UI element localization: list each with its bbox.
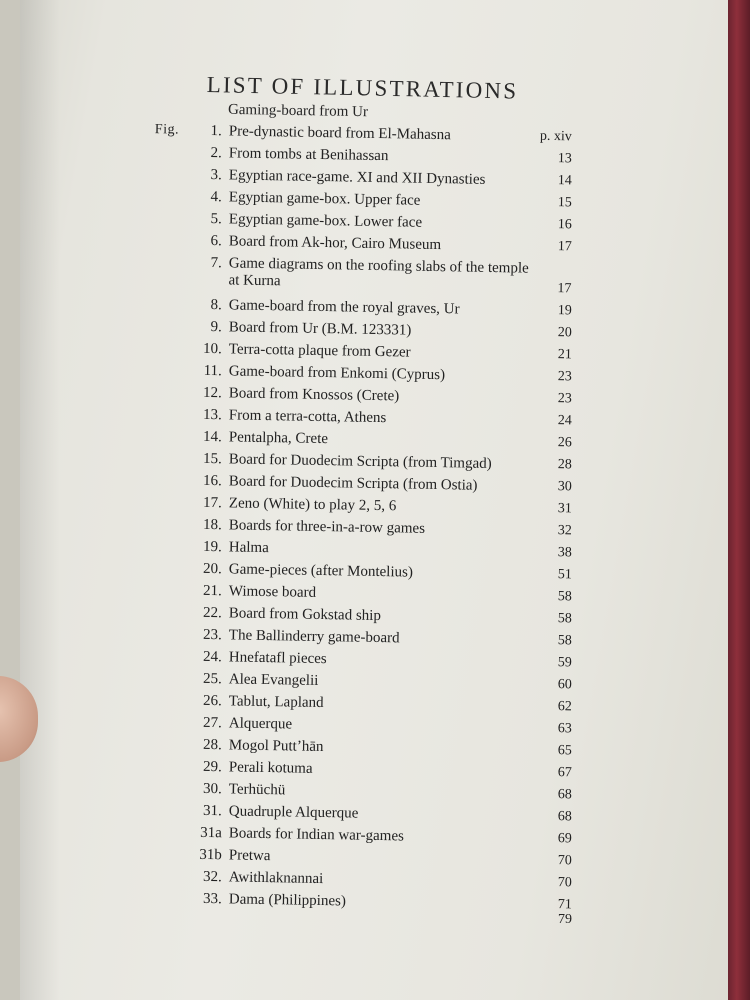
illustration-title: Game-board from Enkomi (Cyprus)	[228, 363, 446, 384]
illustration-title: Pre-dynastic board from El-Mahasna	[228, 123, 451, 144]
page-number: 31	[557, 501, 572, 517]
page-number: 26	[557, 435, 572, 451]
page-number: 63	[557, 721, 572, 737]
illustration-title: Boards for three-in-a-row games	[228, 517, 426, 537]
illustration-title: From tombs at Benihassan	[228, 145, 389, 165]
figure-number: 33.	[202, 890, 222, 908]
figure-number: 24.	[202, 648, 222, 666]
page-number: 23	[557, 391, 572, 407]
figure-number: 16.	[202, 472, 222, 490]
figure-number: 17.	[202, 494, 222, 512]
figure-number: 22.	[202, 604, 222, 622]
illustration-title: Alea Evangelii	[228, 671, 319, 689]
page-number: 13	[557, 151, 572, 167]
page-number: 59	[557, 655, 572, 671]
page-number: 58	[557, 611, 572, 627]
page-number: 60	[557, 677, 572, 693]
page-number: 23	[557, 369, 572, 385]
illustration-title: Game-board from the royal graves, Ur	[228, 297, 460, 318]
page-number: 58	[557, 633, 572, 649]
page-title: LIST OF ILLUSTRATIONS	[206, 72, 519, 104]
illustration-title: Board for Duodecim Scripta (from Ostia)	[228, 473, 478, 494]
figure-number: 11.	[203, 362, 222, 380]
page-number: 20	[557, 325, 572, 341]
figure-number: 31.	[202, 802, 222, 820]
illustration-title: Pretwa	[228, 847, 271, 865]
page-number: 21	[557, 347, 572, 363]
frontispiece-caption: Gaming-board from Ur	[227, 101, 369, 121]
illustration-title: Board from Knossos (Crete)	[228, 385, 400, 405]
page-number: 68	[557, 787, 572, 803]
illustration-title: Boards for Indian war-games	[228, 825, 405, 845]
illustration-title: Board from Ur (B.M. 123331)	[228, 319, 412, 339]
illustration-title: Quadruple Alquerque	[228, 803, 359, 822]
illustration-title: From a terra-cotta, Athens	[228, 407, 387, 427]
figure-number: 4.	[210, 189, 222, 206]
illustration-title: The Ballinderry game-board	[228, 627, 400, 647]
page-number: 38	[557, 545, 572, 561]
figure-number: 29.	[202, 758, 222, 776]
illustration-title: Egyptian race-game. XI and XII Dynasties	[228, 167, 486, 188]
page-number: 65	[557, 743, 572, 759]
page-number: 17	[557, 239, 572, 255]
figure-number: 18.	[202, 516, 222, 534]
figure-number: 12.	[202, 384, 222, 402]
illustration-title: Egyptian game-box. Lower face	[228, 211, 423, 231]
figure-number: 14.	[202, 428, 222, 446]
illustration-title: Alquerque	[228, 715, 293, 733]
illustration-title: Halma	[228, 539, 269, 557]
page-number: 71	[557, 897, 572, 913]
figure-number: 7.	[210, 255, 222, 272]
figure-number: 9.	[210, 319, 222, 336]
page-number: 24	[557, 413, 572, 429]
figure-number: 15.	[202, 450, 222, 468]
figure-number: 19.	[202, 538, 222, 556]
page-number: 79	[558, 912, 572, 927]
page-number: 69	[557, 831, 572, 847]
figure-number: 3.	[210, 167, 222, 184]
page-number: 70	[557, 875, 572, 891]
page-number: 68	[557, 809, 572, 825]
illustration-title: Terra-cotta plaque from Gezer	[228, 341, 411, 361]
page-number: 70	[557, 853, 572, 869]
illustration-title: Board from Ak-hor, Cairo Museum	[228, 233, 442, 254]
page-number: 32	[557, 523, 572, 539]
page-number: 28	[557, 457, 572, 473]
figure-number: 10.	[202, 340, 222, 358]
figure-number: 2.	[210, 145, 222, 162]
illustration-title: Game diagrams on the roofing slabs of the temple at Kurna	[228, 255, 529, 290]
page-number: p. xiv	[539, 128, 572, 145]
page-number: 62	[557, 699, 572, 715]
page-number: 30	[557, 479, 572, 495]
figure-number: 8.	[210, 297, 222, 314]
fig-label: Fig.	[154, 122, 180, 138]
figure-number: 27.	[202, 714, 222, 732]
illustration-title: Game-pieces (after Montelius)	[228, 561, 414, 581]
figure-number: 28.	[202, 736, 222, 754]
figure-number: 31b	[199, 846, 222, 864]
page-number: 14	[557, 173, 572, 189]
illustration-title: Terhüchü	[228, 781, 286, 799]
illustration-title: Dama (Philippines)	[228, 891, 347, 910]
figure-number: 20.	[202, 560, 222, 578]
figure-number: 6.	[210, 233, 222, 250]
illustration-title: Perali kotuma	[228, 759, 313, 777]
page-number: 19	[557, 303, 572, 319]
illustration-title: Board from Gokstad ship	[228, 605, 382, 625]
illustration-title: Mogol Putt’hān	[228, 737, 324, 756]
figure-number: 32.	[202, 868, 222, 886]
page-number: 16	[557, 217, 572, 233]
figure-number: 31a	[200, 824, 222, 842]
figure-number: 5.	[210, 211, 222, 228]
figure-number: 30.	[202, 780, 222, 798]
figure-number: 23.	[202, 626, 222, 644]
illustration-title: Board for Duodecim Scripta (from Timgad)	[228, 451, 492, 472]
page-number: 58	[557, 589, 572, 605]
list-item-page-tail	[150, 912, 580, 934]
figure-number: 1.	[210, 123, 222, 140]
page-number: 51	[557, 567, 572, 583]
illustration-title: Pentalpha, Crete	[228, 429, 329, 448]
page-number: 17	[557, 281, 572, 297]
illustration-title: Egyptian game-box. Upper face	[228, 189, 421, 209]
figure-number: 25.	[202, 670, 222, 688]
illustration-title: Awithlaknannai	[228, 869, 324, 888]
illustration-title: Wimose board	[228, 583, 317, 601]
illustration-title: Tablut, Lapland	[228, 693, 324, 712]
page-number: 15	[557, 195, 572, 211]
figure-number: 13.	[202, 406, 222, 424]
figure-number: 26.	[202, 692, 222, 710]
illustration-title: Hnefatafl pieces	[228, 649, 327, 668]
page-number: 67	[557, 765, 572, 781]
illustration-title: Zeno (White) to play 2, 5, 6	[228, 495, 397, 515]
figure-number: 21.	[202, 582, 222, 600]
